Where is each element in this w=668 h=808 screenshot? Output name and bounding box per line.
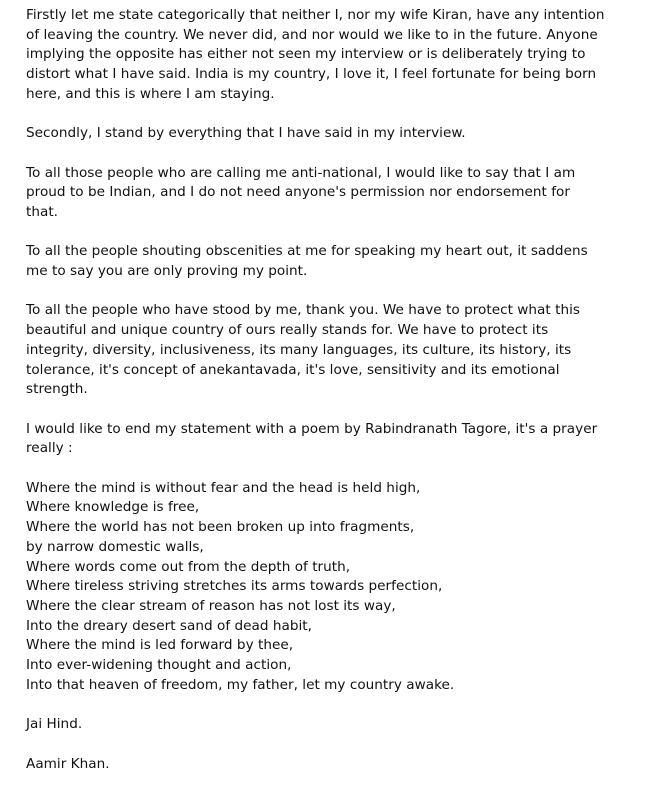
closing-line: Jai Hind.	[26, 716, 83, 733]
signature: Aamir Khan.	[26, 755, 110, 772]
paragraph-obscenities: To all the people shouting obscenities at me for speaking my heart out, it saddens me to say you are only proving my point.	[26, 243, 588, 280]
poem-line: by narrow domestic walls,	[26, 538, 204, 555]
paragraph-thank-you: To all the people who have stood by me, thank you. We have to protect what this beautiful and unique country of ours really stands for. We have to protect its integrity, diversity, inclusiveness, its many languages, its culture, its history, its tolerance, it's concept of anekantavada, it's love, sensitivity and its emotional strength.	[26, 302, 580, 398]
paragraph-stand-by: Secondly, I stand by everything that I have said in my interview.	[26, 125, 466, 142]
poem-line: Where tireless striving stretches its arms towards perfection,	[26, 578, 443, 595]
poem-line: Into ever-widening thought and action,	[26, 657, 292, 674]
poem-line: Where knowledge is free,	[26, 499, 200, 516]
poem-line: Where the clear stream of reason has not lost its way,	[26, 598, 396, 614]
paragraph-poem-intro: I would like to end my statement with a poem by Rabindranath Tagore, it's a prayer really :	[26, 420, 598, 457]
poem-line: Where words come out from the depth of truth,	[26, 558, 351, 575]
poem-line: Into the dreary desert sand of dead habit,	[26, 617, 312, 634]
poem-line: Where the world has not been broken up into fragments,	[26, 519, 415, 536]
paragraph-anti-national: To all those people who are calling me anti-national, I would like to say that I am proud to be Indian, and I do not need anyone's permission nor endorsement for that.	[26, 164, 576, 220]
poem-line: Where the mind is without fear and the head is held high,	[26, 479, 421, 496]
paragraph-intention: Firstly let me state categorically that neither I, nor my wife Kiran, have any intention of leaving the country. We never did, and nor would we like to in the future. Anyone implying the opposite has either not seen my interview or is deliberately trying to distort what I have said. India is my country, I love it, I feel fortunate for being born here, and this is where I am staying.	[26, 7, 605, 102]
tagore-poem	[26, 479, 662, 696]
statement-document	[26, 6, 662, 774]
poem-line: Into that heaven of freedom, my father, let my country awake.	[26, 676, 455, 693]
poem-line: Where the mind is led forward by thee,	[26, 637, 294, 654]
